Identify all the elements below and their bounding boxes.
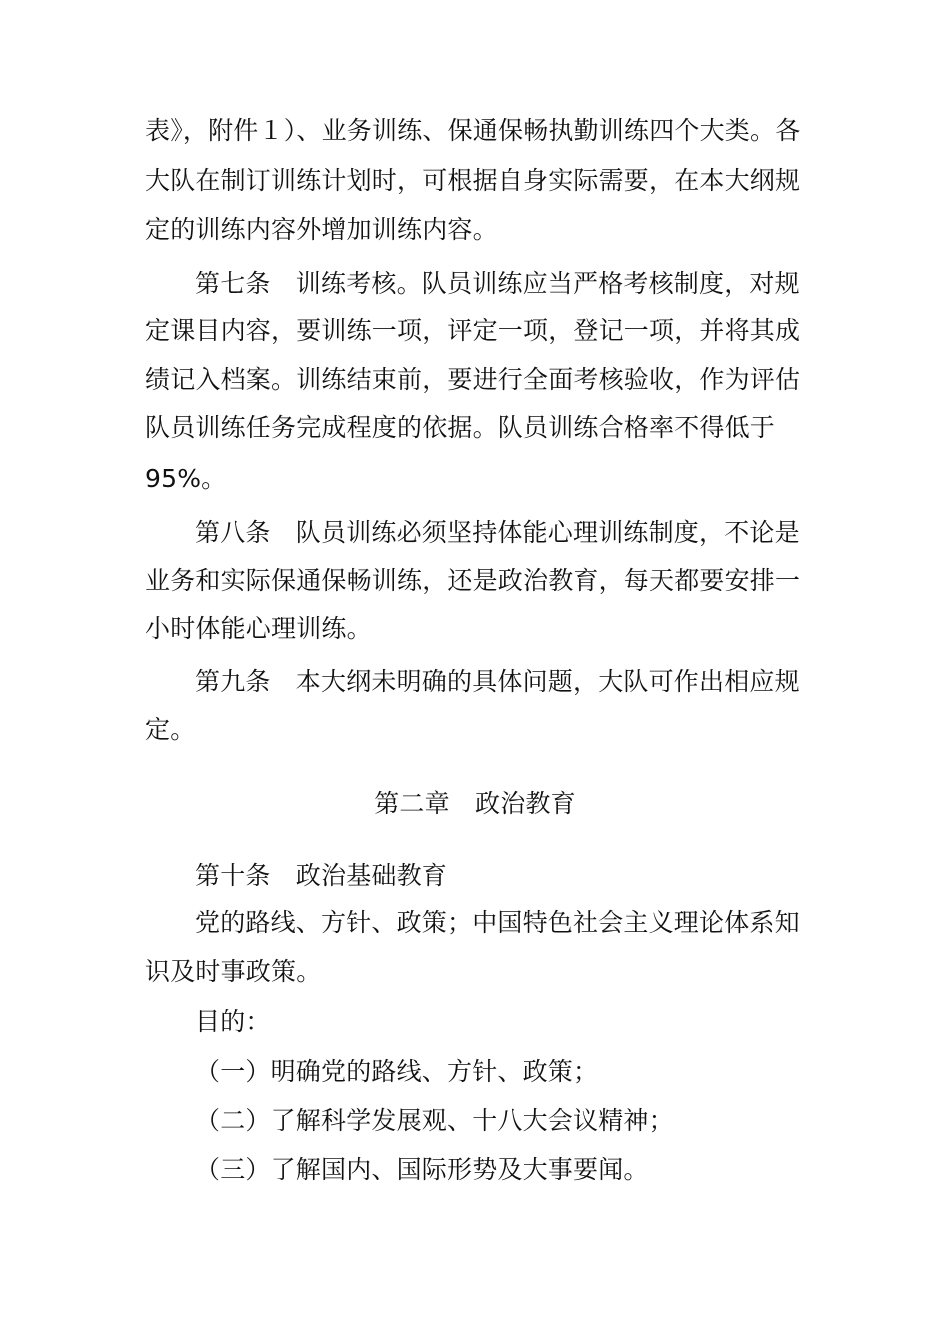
text-line: 绩记入档案。训练结束前，要进行全面考核验收，作为评估 [145, 365, 801, 394]
text-line: 识及时事政策。 [145, 957, 322, 986]
text-line: 表》，附件１）、业务训练、保通保畅执勤训练四个大类。各 [145, 116, 801, 145]
list-item: （三）了解国内、国际形势及大事要闻。 [195, 1155, 649, 1184]
article-10-line: 第十条 政治基础教育 [195, 861, 448, 890]
text-line: 党的路线、方针、政策；中国特色社会主义理论体系知 [195, 908, 800, 937]
text-line: 队员训练任务完成程度的依据。队员训练合格率不得低于 [145, 413, 776, 442]
list-item: （一）明确党的路线、方针、政策； [195, 1057, 599, 1086]
article-7-line: 第七条 训练考核。队员训练应当严格考核制度，对规 [195, 269, 800, 298]
text-line: 定的训练内容外增加训练内容。 [145, 215, 498, 244]
list-item: （二）了解科学发展观、十八大会议精神； [195, 1106, 674, 1135]
text-line: 95%。 [145, 464, 227, 493]
article-8-line: 第八条 队员训练必须坚持体能心理训练制度，不论是 [195, 518, 800, 547]
text-line: 定课目内容，要训练一项，评定一项，登记一项，并将其成 [145, 316, 801, 345]
chapter-heading: 第二章 政治教育 [374, 789, 576, 818]
text-line: 定。 [145, 715, 196, 744]
text-line: 业务和实际保通保畅训练，还是政治教育，每天都要安排一 [145, 566, 801, 595]
purpose-label: 目的： [195, 1007, 271, 1036]
article-9-line: 第九条 本大纲未明确的具体问题，大队可作出相应规 [195, 667, 800, 696]
text-line: 大队在制订训练计划时，可根据自身实际需要，在本大纲规 [145, 166, 801, 195]
text-line: 小时体能心理训练。 [145, 614, 372, 643]
